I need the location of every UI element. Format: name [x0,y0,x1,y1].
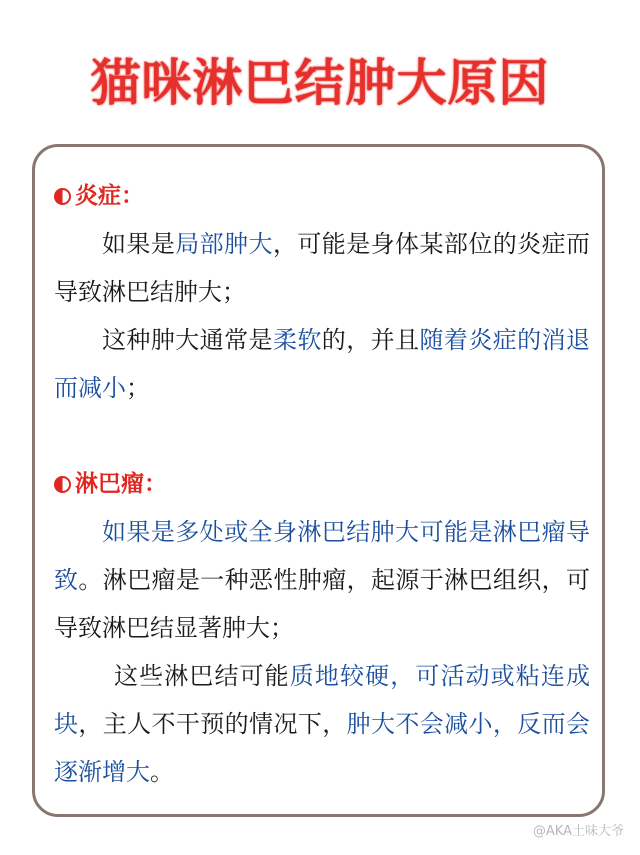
watermark: @AKA土味大爷 [532,824,624,839]
paragraph [54,316,590,412]
page-title: 猫咪淋巴结肿大原因 [90,54,550,112]
body-text: ，主人不干预的情况下， [78,710,347,738]
section-heading [54,460,590,508]
highlight-text: 局部肿大 [175,230,273,258]
section-inflammation [54,172,590,412]
half-circle-icon [54,476,71,493]
highlight-text: 随着炎症的消退而减小 [54,326,591,402]
section-lymphoma [54,460,590,796]
highlight-text: 质地较硬，可活动或粘连成块 [54,662,591,738]
highlight-text: 如果是多处或全身淋巴结肿大可能是淋巴瘤导致 [54,518,590,594]
paragraph [54,220,590,316]
section-heading-text: 淋巴瘤： [75,471,167,497]
body-text: ； [126,374,150,402]
highlight-text: 柔软 [272,326,322,354]
card-content [54,172,590,796]
section-heading-text: 炎症： [75,183,144,209]
body-text: ，可能是身体某部位的炎症而导致淋巴结肿大； [54,230,591,306]
body-text: 的，并且 [321,326,420,354]
body-text: 。 [150,758,174,786]
paragraph [54,652,590,796]
half-circle-icon [54,188,71,205]
body-text: 。淋巴瘤是一种恶性肿瘤，起源于淋巴组织，可导致淋巴结显著肿大； [54,566,591,642]
paragraph [54,508,590,652]
section-spacer [54,412,590,460]
body-text: 这种肿大通常是 [102,326,273,354]
section-heading [54,172,590,220]
highlight-text: 肿大不会减小，反而会逐渐增大 [54,710,591,786]
body-text: 如果是 [102,230,176,258]
body-text: 这些淋巴结可能 [114,662,290,690]
